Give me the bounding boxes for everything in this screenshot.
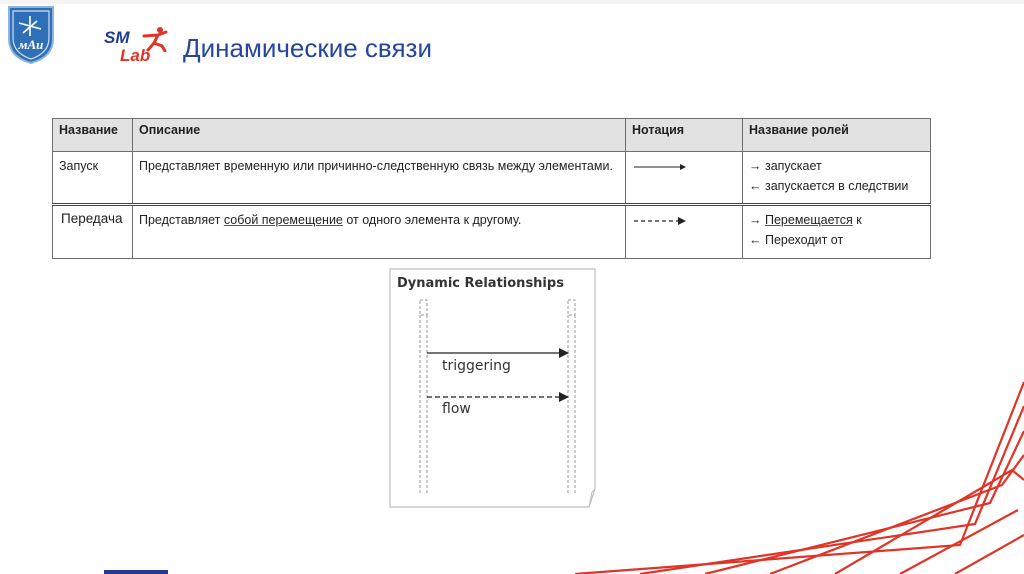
cell-roles <box>743 205 931 259</box>
column-header-notation: Нотация <box>626 119 743 152</box>
dynamic-relationships-figure <box>389 266 601 509</box>
triggering-label: triggering <box>442 358 511 374</box>
mai-logo-text: мАи <box>18 37 44 52</box>
cell-notation <box>626 152 743 205</box>
role-item: ← запускается в следствии <box>749 179 909 193</box>
role-item <box>749 210 924 230</box>
figure-title: Dynamic Relationships <box>397 276 564 291</box>
flow-label: flow <box>442 401 471 417</box>
role-item: ← Переходит от <box>749 233 844 247</box>
description-prefix: Представляет <box>139 213 224 227</box>
cell-name: Передача <box>53 205 133 259</box>
solid-arrow-icon <box>632 160 688 174</box>
smlab-logo-lab: Lab <box>120 46 151 65</box>
cell-name: Запуск <box>53 152 133 205</box>
role-suffix: к <box>852 213 862 227</box>
table-header-row <box>53 119 931 152</box>
smlab-logo-sm: SM <box>104 28 130 47</box>
cell-description: Представляет временную или причинно-следственную связь между элементами. <box>133 152 626 205</box>
column-header-description: Описание <box>133 119 626 152</box>
role-item: → запускает <box>749 159 822 173</box>
role-arrow: → <box>749 213 765 227</box>
column-header-name: Название <box>53 119 133 152</box>
page-title: Динамические связи <box>183 33 432 63</box>
bottom-accent-bar <box>104 570 168 574</box>
relationships-table <box>52 118 931 259</box>
table-row <box>53 205 931 259</box>
dashed-arrow-icon <box>632 214 688 228</box>
cell-roles <box>743 152 931 205</box>
description-suffix: от одного элемента к другому. <box>342 213 522 227</box>
cell-description <box>133 205 626 259</box>
mai-logo <box>3 3 59 65</box>
role-underlined: Перемещается <box>764 213 853 227</box>
figure-frame <box>390 269 595 507</box>
cell-notation <box>626 205 743 259</box>
runner-icon <box>140 26 170 52</box>
table-row <box>53 152 931 205</box>
description-underlined: собой перемещение <box>223 213 343 227</box>
smlab-logo <box>104 26 170 72</box>
top-divider <box>0 0 1024 4</box>
column-header-roles: Название ролей <box>743 119 931 152</box>
